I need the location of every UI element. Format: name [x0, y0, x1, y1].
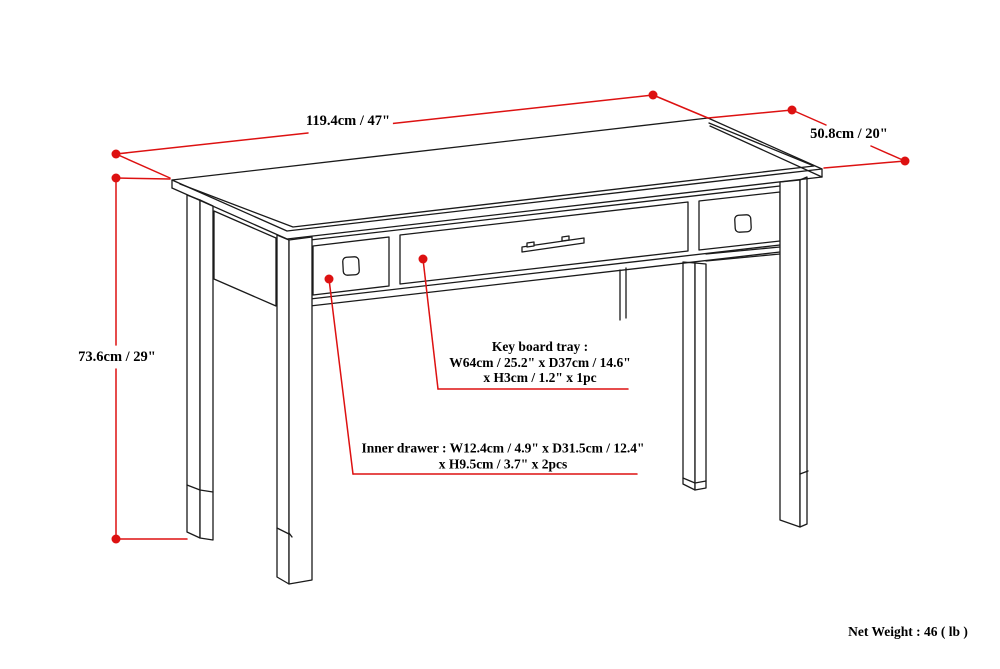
dot-keyboard-tray [419, 255, 428, 264]
inner-drawer-line2: x H9.5cm / 3.7" x 2pcs [438, 456, 568, 471]
net-weight-label: Net Weight : 46 ( lb ) [848, 624, 968, 639]
keyboard-tray-line1: Key board tray : [491, 338, 589, 354]
dot-height-top [112, 174, 121, 183]
keyboard-tray-line3: x H3cm / 1.2" x 1pc [483, 369, 597, 385]
height-dimension-label: 73.6cm / 29" [75, 349, 159, 365]
dot-inner-drawer [325, 275, 334, 284]
front-left-leg [277, 235, 312, 584]
back-left-leg [187, 195, 213, 540]
back-right-leg [683, 262, 706, 490]
width-dimension-label: 119.4cm / 47" [303, 113, 393, 129]
keyboard-tray-line2: W64cm / 25.2" x D37cm / 14.6" [449, 354, 631, 370]
dot-width-left [112, 150, 121, 159]
depth-dimension-label: 50.8cm / 20" [807, 126, 891, 142]
inner-drawer-annotation [361, 441, 644, 472]
left-side-panel [214, 211, 276, 306]
interior-partition-edge [620, 268, 626, 320]
dot-height-bottom [112, 535, 121, 544]
keyboard-tray-annotation [449, 339, 630, 386]
dot-depth-back [788, 106, 797, 115]
left-front-panel [313, 237, 389, 295]
dot-width-right [649, 91, 658, 100]
dot-depth-front [901, 157, 910, 166]
front-right-leg [780, 177, 808, 527]
inner-drawer-line1: Inner drawer : W12.4cm / 4.9" x D31.5cm / 12.4" [361, 440, 645, 456]
right-front-panel [699, 192, 780, 250]
